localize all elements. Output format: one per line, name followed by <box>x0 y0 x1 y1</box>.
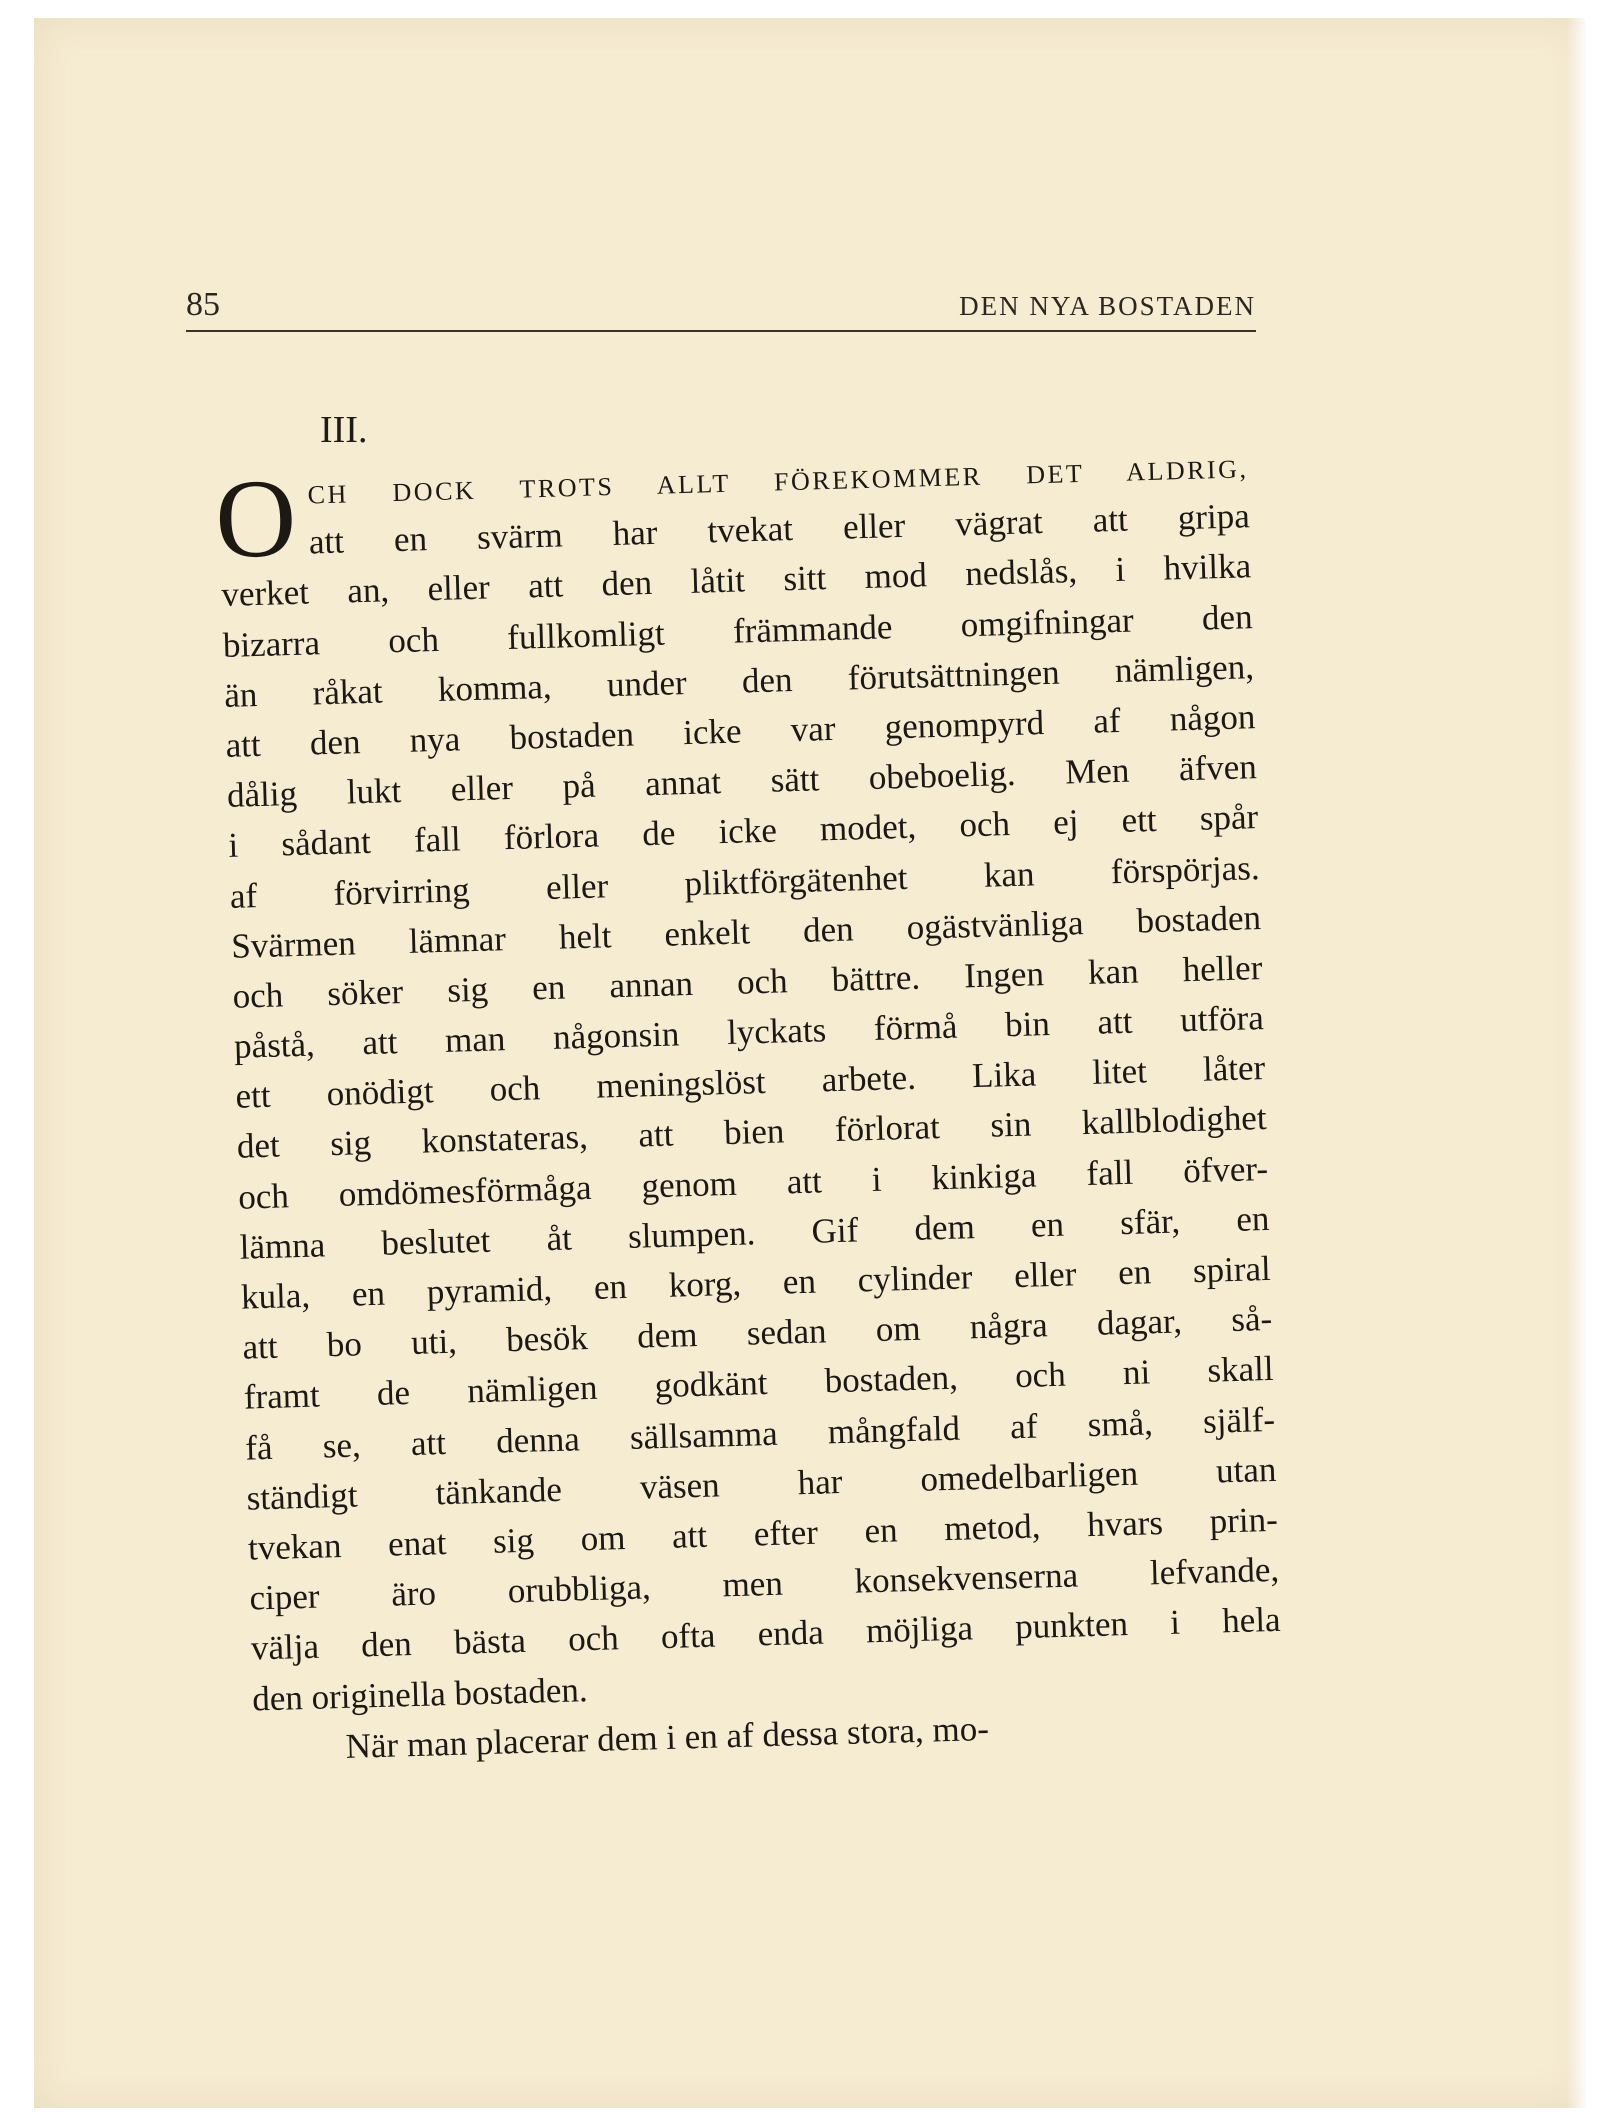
text-line: påstå, att man någonsin lyckats förmå bin att utföra <box>233 998 1265 1066</box>
text-line: att bo uti, besök dem sedan om några dagar, så- <box>241 1299 1273 1367</box>
text-line: och omdömesförmåga genom att i kinkiga fall öfver- <box>237 1148 1269 1217</box>
text-line: få se, att denna sällsamma mångfald af små, själf- <box>244 1399 1276 1468</box>
page-number: 85 <box>186 286 220 323</box>
text-line: När man placerar dem i en af dessa stora, mo- <box>345 1708 990 1766</box>
text-line: välja den bästa och ofta enda möjliga punkten i hela <box>250 1600 1282 1668</box>
page-edge <box>1566 18 1586 2108</box>
text-line: det sig konstateras, att bien förlorat sin kallblodighet <box>236 1098 1268 1167</box>
body-text <box>213 441 1284 1774</box>
text-line: framt de nämligen godkänt bostaden, och ni skall <box>243 1349 1275 1418</box>
paragraph-1-lines <box>221 542 1283 1725</box>
text-line: verket an, eller att den låtit sitt mod nedslås, i hvilka <box>220 546 1252 615</box>
text-line: ett onödigt och meningslöst arbete. Lika litet låter <box>234 1048 1266 1116</box>
text-line: Svärmen lämnar helt enkelt den ogästvänliga bostaden <box>230 897 1262 966</box>
text-line: i sådant fall förlora de icke modet, och ej ett spår <box>227 797 1259 866</box>
chapter-number: III. <box>320 409 368 451</box>
running-title: DEN NYA BOSTADEN <box>959 291 1256 321</box>
text-line: lämna beslutet åt slumpen. Gif dem en sfär, en <box>239 1198 1270 1267</box>
text-line: ständigt tänkande väsen har omedelbarligen utan <box>246 1449 1277 1518</box>
text-line: af förvirring eller pliktförgätenhet kan förspörjas. <box>229 847 1261 916</box>
text-line: den originella bostaden. <box>251 1669 589 1719</box>
running-head <box>186 270 1256 332</box>
text-line: och söker sig en annan och bättre. Ingen kan heller <box>232 947 1263 1016</box>
paragraph-1 <box>213 441 1283 1724</box>
text-line: tvekan enat sig om att efter en metod, hvars prin- <box>247 1499 1279 1568</box>
text-line: att den nya bostaden icke var genompyrd af någon <box>225 697 1256 765</box>
text-line: att en svärm har tvekat eller vägrat att gripa <box>308 496 1251 562</box>
text-line: kula, en pyramid, en korg, en cylinder eller en spiral <box>240 1248 1272 1317</box>
drop-cap: O <box>213 455 298 583</box>
text-line: än råkat komma, under den förutsättningen nämligen, <box>223 646 1255 715</box>
opening-smallcaps: CH DOCK TROTS ALLT FÖREKOMMER DET ALDRIG, <box>307 454 1249 510</box>
text-line: bizarra och fullkomligt främmande omgifningar den <box>222 596 1254 665</box>
text-line: dålig lukt eller på annat sätt obeboelig. Men äfven <box>226 747 1258 815</box>
text-line: ciper äro orubbliga, men konsekvenserna lefvande, <box>248 1549 1280 1618</box>
